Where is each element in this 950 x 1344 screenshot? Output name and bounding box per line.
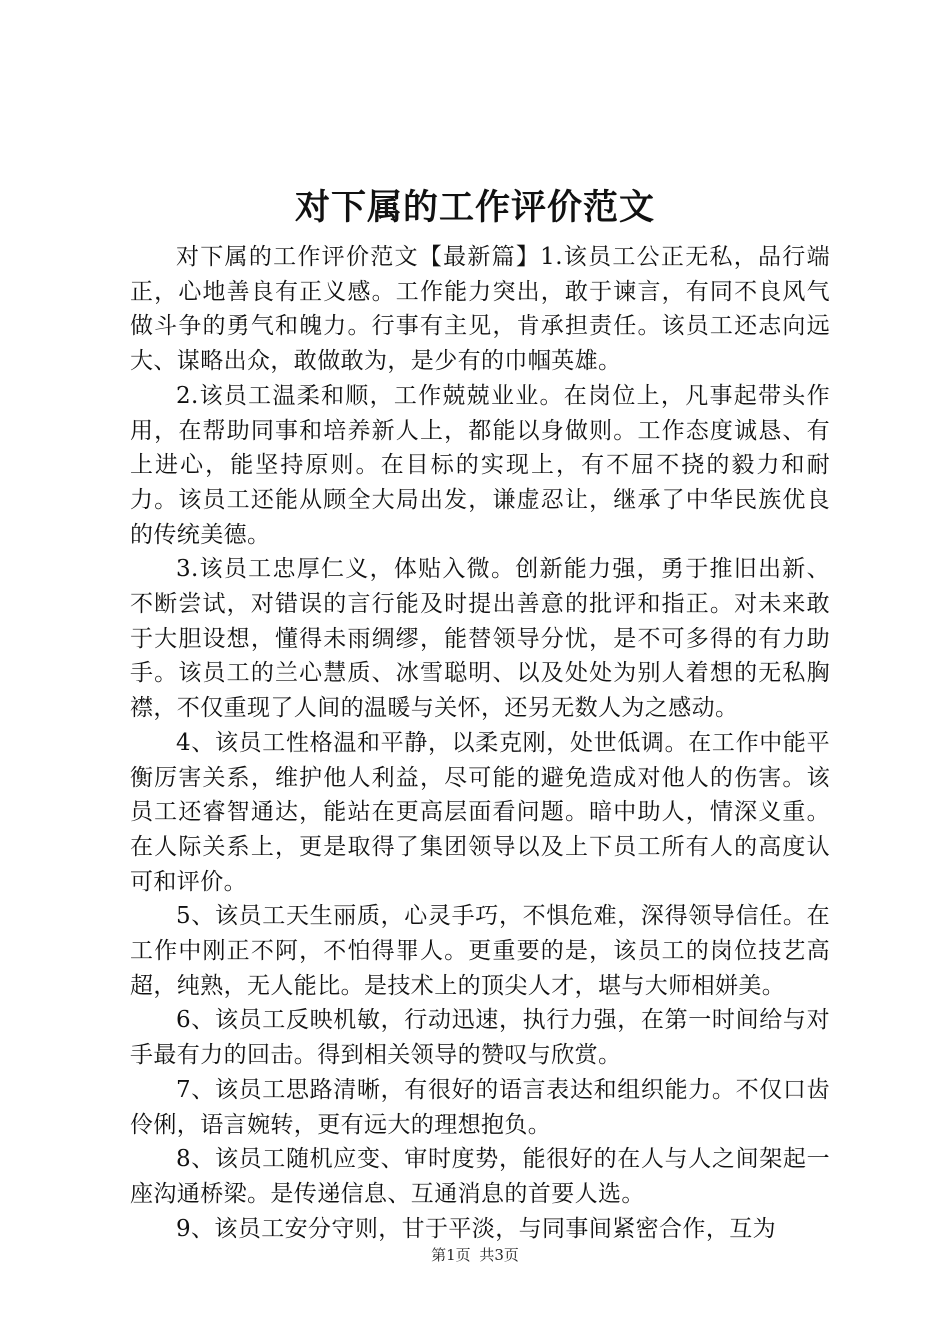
paragraph-7: 7、该员工思路清晰，有很好的语言表达和组织能力。不仅口齿伶俐，语言婉转，更有远大的理想抱负。 xyxy=(130,1076,830,1138)
page-footer xyxy=(0,1245,950,1265)
page-number: 第1页 xyxy=(431,1246,471,1264)
paragraph-9: 9、该员工安分守则，甘于平淡，与同事间紧密合作，互为 xyxy=(176,1215,777,1242)
paragraph-5: 5、该员工天生丽质，心灵手巧，不惧危难，深得领导信任。在工作中刚正不阿，不怕得罪人。更重要的是，该员工的岗位技艺高超，纯熟，无人能比。是技术上的顶尖人才，堪与大师相姘美。 xyxy=(130,903,830,999)
document-body xyxy=(130,240,830,1246)
paragraph-3: 3.该员工忠厚仁义，体贴入微。创新能力强，勇于推旧出新、不断尝试，对错误的言行能及时提出善意的批评和指正。对未来敢于大胆设想，懂得未雨绸缪，能替领导分忧，是不可多得的有力助手。该员工的兰心慧质、冰雪聪明、以及处处为别人着想的无私胸襟，不仅重现了人间的温暖与关怀，还另无数人为之感动。 xyxy=(130,556,830,722)
paragraph-2: 2.该员工温柔和顺，工作兢兢业业。在岗位上，凡事起带头作用，在帮助同事和培养新人上，都能以身做则。工作态度诚恳、有上进心，能坚持原则。在目标的实现上，有不屈不挠的毅力和耐力。该员工还能从顾全大局出发，谦虚忍让，继承了中华民族优良的传统美德。 xyxy=(130,382,830,548)
paragraph-6: 6、该员工反映机敏，行动迅速，执行力强，在第一时间给与对手最有力的回击。得到相关领导的赞叹与欣赏。 xyxy=(130,1007,830,1069)
page-total: 共3页 xyxy=(479,1246,519,1264)
paragraph-8: 8、该员工随机应变、审时度势，能很好的在人与人之间架起一座沟通桥梁。是传递信息、互通消息的首要人选。 xyxy=(130,1146,830,1207)
document-title: 对下属的工作评价范文 xyxy=(294,187,655,228)
paragraph-4: 4、该员工性格温和平静，以柔克刚，处世低调。在工作中能平衡厉害关系，维护他人利益，尽可能的避免造成对他人的伤害。该员工还睿智通达，能站在更高层面看问题。暗中助人，情深义重。在人际关系上，更是取得了集团领导以及上下员工所有人的高度认可和评价。 xyxy=(130,729,830,895)
paragraph-1: 对下属的工作评价范文【最新篇】1.该员工公正无私，品行端正，心地善良有正义感。工作能力突出，敢于谏言，有同不良风气做斗争的勇气和魄力。行事有主见，肯承担责任。该员工还志向远大、谋略出众，敢做敢为，是少有的巾帼英雄。 xyxy=(130,244,830,375)
